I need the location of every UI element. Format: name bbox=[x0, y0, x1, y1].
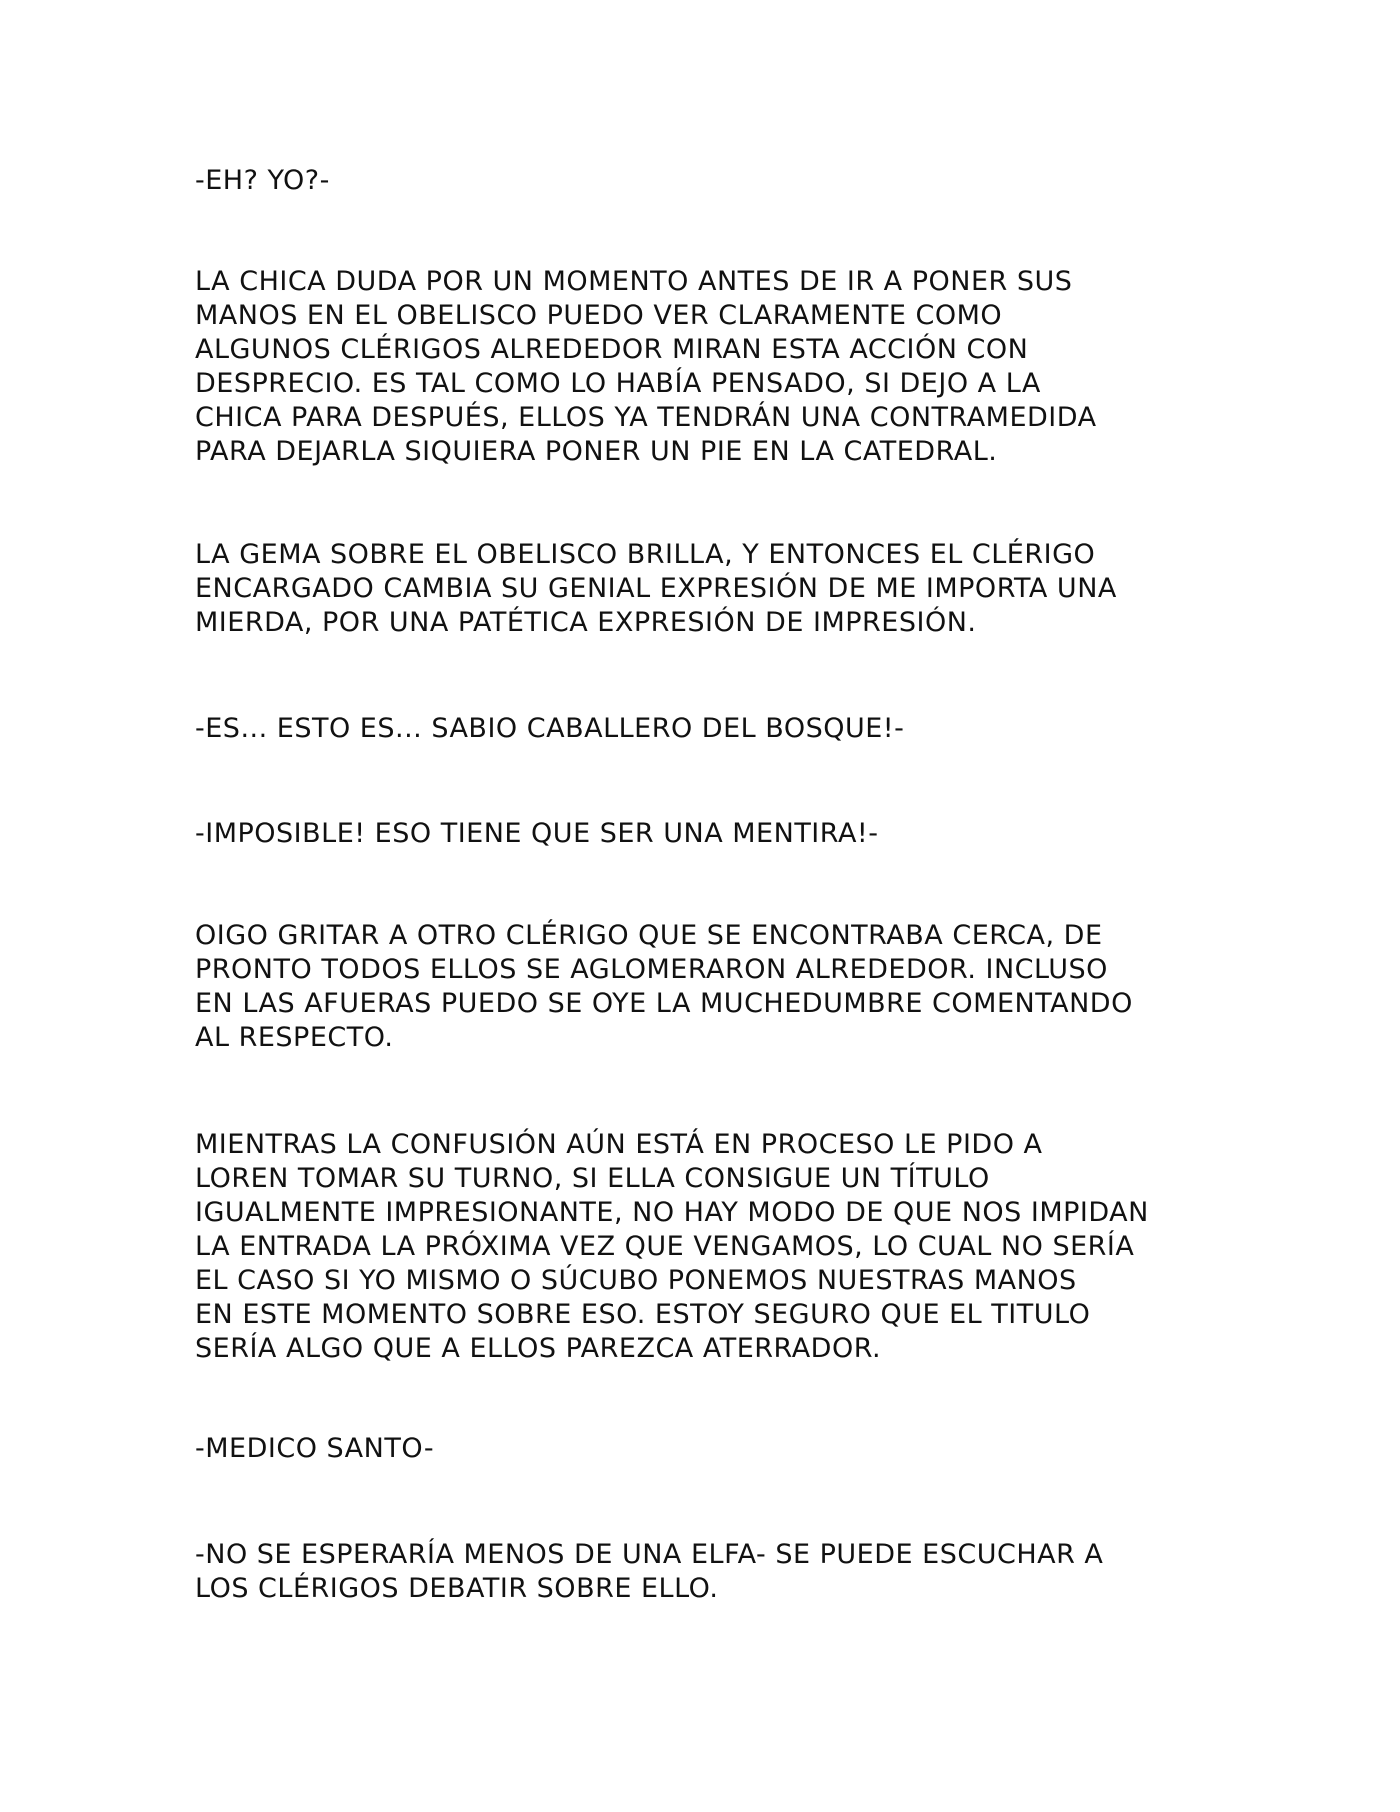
dialogue-line: -MEDICO SANTO- bbox=[195, 1433, 435, 1464]
narration-paragraph: OIGO GRITAR A OTRO CLÉRIGO QUE SE ENCONTRABA CERCA, DE PRONTO TODOS ELLOS SE AGLOMERARON ALREDEDOR. INCLUSO EN LAS AFUERAS PUEDO SE OYE LA MUCHEDUMBRE COMENTANDO AL RESPECTO. bbox=[195, 920, 1133, 1053]
narration-paragraph: LA GEMA SOBRE EL OBELISCO BRILLA, Y ENTONCES EL CLÉRIGO ENCARGADO CAMBIA SU GENIAL EXPRESIÓN DE ME IMPORTA UNA MIERDA, POR UNA PATÉTICA EXPRESIÓN DE IMPRESIÓN. bbox=[195, 539, 1117, 638]
dialogue-line: -ES... ESTO ES... SABIO CABALLERO DEL BOSQUE!- bbox=[195, 713, 905, 744]
narration-paragraph: LA CHICA DUDA POR UN MOMENTO ANTES DE IR A PONER SUS MANOS EN EL OBELISCO PUEDO VER CLARAMENTE COMO ALGUNOS CLÉRIGOS ALREDEDOR MIRAN ESTA ACCIÓN CON DESPRECIO. ES TAL COMO LO HABÍA PENSADO, SI DEJO A LA CHICA PARA DESPUÉS, ELLOS YA TENDRÁN UNA CONTRAMEDIDA PARA DEJARLA SIQUIERA PONER UN PIE EN LA CATEDRAL. bbox=[195, 266, 1097, 467]
dialogue-line: -IMPOSIBLE! ESO TIENE QUE SER UNA MENTIRA!- bbox=[195, 818, 879, 849]
narration-paragraph: MIENTRAS LA CONFUSIÓN AÚN ESTÁ EN PROCESO LE PIDO A LOREN TOMAR SU TURNO, SI ELLA CONSIGUE UN TÍTULO IGUALMENTE IMPRESIONANTE, NO HAY MODO DE QUE NOS IMPIDAN LA ENTRADA LA PRÓXIMA VEZ QUE VENGAMOS, LO CUAL NO SERÍA EL CASO SI YO MISMO O SÚCUBO PONEMOS NUESTRAS MANOS EN ESTE MOMENTO SOBRE ESO. ESTOY SEGURO QUE EL TITULO SERÍA ALGO QUE A ELLOS PAREZCA ATERRADOR. bbox=[195, 1129, 1149, 1364]
dialogue-line: -EH? YO?- bbox=[195, 165, 330, 196]
dialogue-paragraph: -NO SE ESPERARÍA MENOS DE UNA ELFA- SE PUEDE ESCUCHAR A LOS CLÉRIGOS DEBATIR SOBRE ELLO. bbox=[195, 1539, 1104, 1604]
